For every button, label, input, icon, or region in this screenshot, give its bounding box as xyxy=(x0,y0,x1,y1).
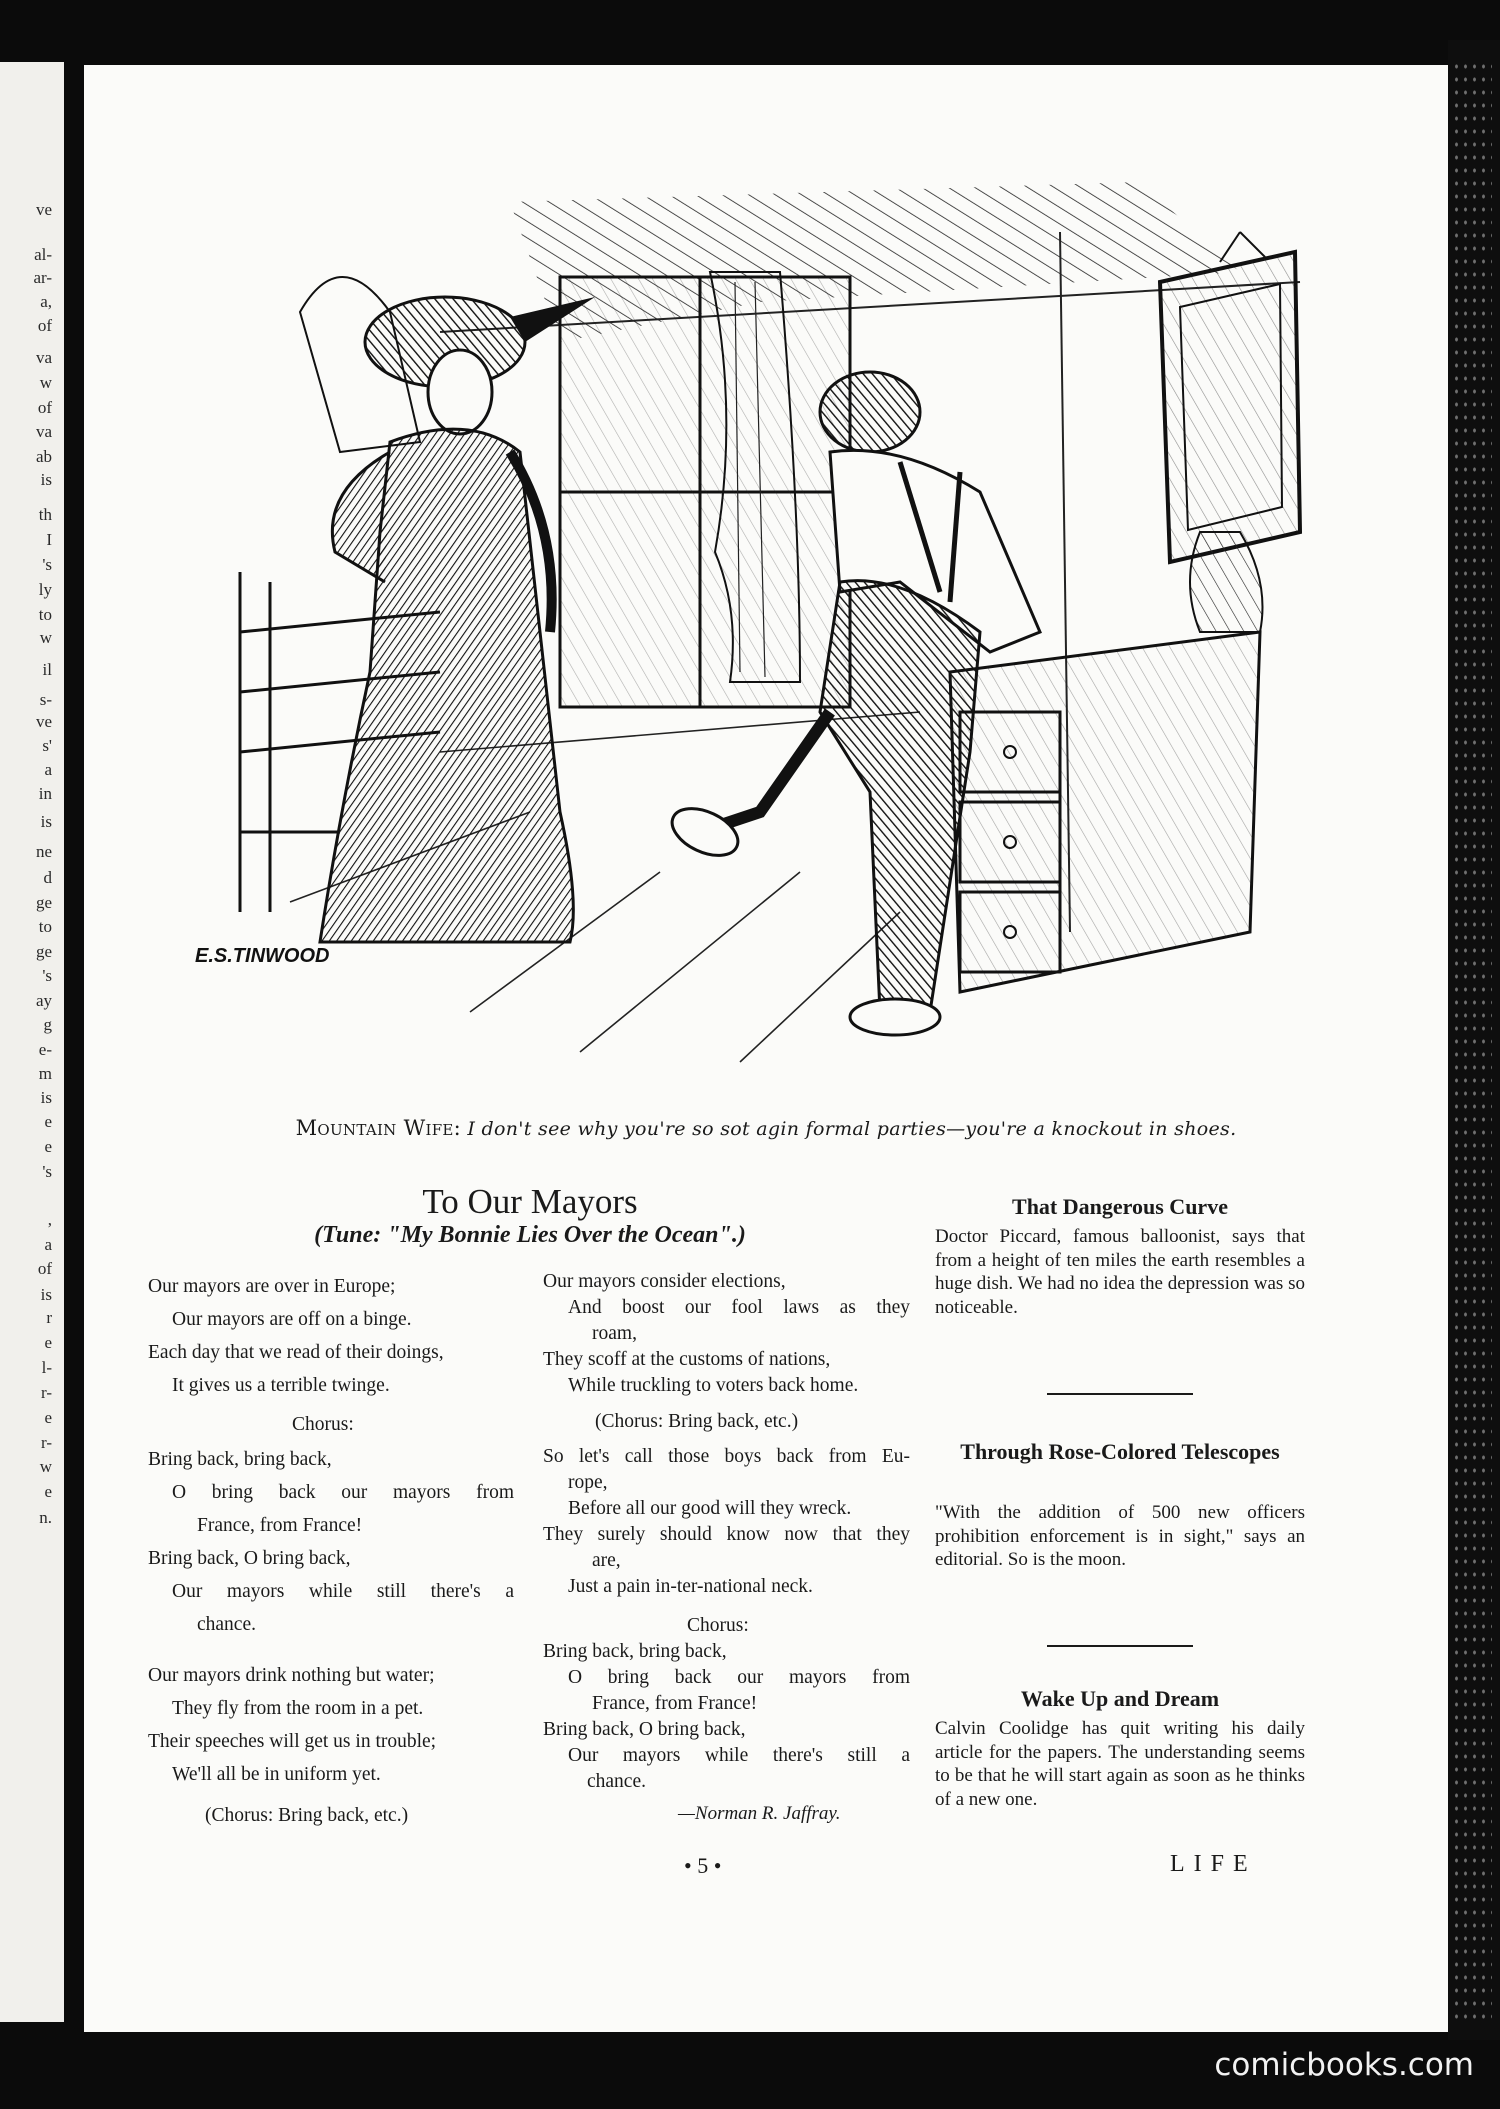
previous-page-fragment: e xyxy=(44,1112,52,1131)
previous-page-fragment: e xyxy=(44,1482,52,1501)
previous-page-fragment: I xyxy=(46,530,52,549)
poem-line: Their speeches will get us in trouble; xyxy=(148,1731,437,1752)
previous-page-fragment: 's xyxy=(42,555,52,574)
poem-line: chance. xyxy=(587,1771,646,1792)
chorus-refrain: (Chorus: Bring back, etc.) xyxy=(205,1805,409,1826)
previous-page-fragment: a xyxy=(44,1235,52,1254)
poem-author-signature: —Norman R. Jaffray. xyxy=(678,1803,841,1824)
poem-line: Just a pain in-ter-national neck. xyxy=(568,1576,813,1597)
previous-page-fragment: ne xyxy=(35,842,52,861)
poem-line: are, xyxy=(592,1550,621,1571)
article-body: "With the addition of 500 new officers prohibition enforcement is in sight," says an editorial. So is the moon. xyxy=(935,1502,1305,1570)
poem-line: Bring back, bring back, xyxy=(148,1449,332,1470)
previous-page-fragment: of xyxy=(37,1259,52,1278)
previous-page-edge xyxy=(0,62,64,2022)
previous-page-fragment: n. xyxy=(39,1508,52,1527)
previous-page-fragment: of xyxy=(37,316,52,335)
previous-page-fragment: ly xyxy=(38,580,52,599)
previous-page-fragment: in xyxy=(38,784,52,803)
previous-page-fragment: va xyxy=(35,422,52,441)
previous-page-fragment: r- xyxy=(41,1383,52,1402)
window xyxy=(560,277,850,707)
previous-page-fragment: r- xyxy=(41,1433,52,1452)
chorus-label: Chorus: xyxy=(292,1414,354,1435)
previous-page-fragment: ab xyxy=(35,447,52,466)
previous-page-fragment: al- xyxy=(34,245,52,264)
picture-frame xyxy=(1160,232,1300,562)
poem-line: Our mayors drink nothing but water; xyxy=(148,1665,435,1686)
poem-line: Our mayors while still there's a xyxy=(172,1581,514,1602)
poem-line: Each day that we read of their doings, xyxy=(148,1342,444,1363)
poem-line: They surely should know now that they xyxy=(543,1524,910,1545)
poem-line: Bring back, O bring back, xyxy=(543,1719,746,1740)
previous-page-fragment: va xyxy=(35,348,52,367)
previous-page-fragment: a xyxy=(44,760,52,779)
previous-page-fragment: 's xyxy=(42,1162,52,1181)
article-body: Doctor Piccard, famous balloonist, says that from a height of ten miles the earth resembles a huge dish. We had no idea the depression was so noticeable. xyxy=(935,1226,1305,1318)
chorus-label: Chorus: xyxy=(687,1615,749,1636)
previous-page-fragment: ar- xyxy=(33,268,52,287)
magazine-name: LIFE xyxy=(1170,1851,1257,1877)
previous-page-fragment: ge xyxy=(35,893,52,912)
previous-page-fragment: , xyxy=(47,1210,52,1229)
caption-dialogue: I don't see why you're so sot agin formal parties—you're a knockout in shoes. xyxy=(467,1118,1237,1140)
previous-page-fragment: is xyxy=(40,470,52,489)
previous-page-fragment: w xyxy=(39,628,52,647)
previous-page-fragment: d xyxy=(43,868,52,887)
poem-line: While truckling to voters back home. xyxy=(568,1375,859,1396)
article-body: Calvin Coolidge has quit writing his daily article for the papers. The understanding seems to be that he will start again as soon as he thinks of a new one. xyxy=(935,1718,1305,1810)
article-heading: Through Rose-Colored Telescopes xyxy=(960,1439,1280,1464)
previous-page-fragment: e- xyxy=(38,1040,52,1059)
poem-line: roam, xyxy=(592,1323,637,1344)
poem-line: O bring back our mayors from xyxy=(172,1482,514,1503)
previous-page-fragment: il xyxy=(42,660,52,679)
cartoon-illustration xyxy=(140,112,1360,1082)
artist-signature: E.S.TINWOOD xyxy=(195,945,330,967)
previous-page-fragment: to xyxy=(38,917,52,936)
previous-page-fragment: s- xyxy=(39,690,52,709)
previous-page-fragment: w xyxy=(39,373,52,392)
book-gutter xyxy=(64,40,84,2040)
poem-line: They fly from the room in a pet. xyxy=(172,1698,424,1719)
previous-page-fragment: l- xyxy=(41,1358,52,1377)
cartoon-drawing xyxy=(140,112,1360,1082)
poem-line: Bring back, bring back, xyxy=(543,1641,727,1662)
previous-page-fragment: to xyxy=(38,605,52,624)
previous-page-fragment: ve xyxy=(35,200,52,219)
previous-page-fragment: ge xyxy=(35,942,52,961)
previous-page-fragment: w xyxy=(39,1457,52,1476)
poem-line: It gives us a terrible twinge. xyxy=(172,1375,390,1396)
poem-line: rope, xyxy=(568,1472,608,1493)
previous-page-fragment: g xyxy=(43,1015,52,1034)
page-number: • 5 • xyxy=(684,1853,722,1878)
previous-page-fragment: s' xyxy=(42,736,52,755)
poem-line: Before all our good will they wreck. xyxy=(568,1498,852,1519)
chorus-refrain: (Chorus: Bring back, etc.) xyxy=(595,1411,799,1432)
poem-line: chance. xyxy=(197,1614,256,1635)
poem-title: To Our Mayors xyxy=(422,1182,638,1221)
previous-page-fragment: e xyxy=(44,1333,52,1352)
previous-page-fragment: ay xyxy=(35,991,52,1010)
poem-line: We'll all be in uniform yet. xyxy=(172,1764,381,1785)
previous-page-fragment: ve xyxy=(35,712,52,731)
scan-dot-pattern xyxy=(1452,60,1492,2020)
poem-line: Our mayors are over in Europe; xyxy=(148,1276,396,1297)
previous-page-fragment: e xyxy=(44,1137,52,1156)
previous-page-fragment: th xyxy=(38,505,52,524)
poem-line: So let's call those boys back from Eu- xyxy=(543,1446,910,1467)
previous-page-fragment: 's xyxy=(42,966,52,985)
poem-line: France, from France! xyxy=(592,1693,758,1714)
poem-line: Our mayors are off on a binge. xyxy=(172,1309,412,1330)
poem-line: Our mayors consider elections, xyxy=(543,1271,786,1292)
previous-page-fragment: is xyxy=(40,1285,52,1304)
previous-page-fragment: of xyxy=(37,398,52,417)
article-heading: Wake Up and Dream xyxy=(1020,1686,1220,1711)
previous-page-text-fragments xyxy=(0,62,64,2022)
previous-page-fragment: is xyxy=(40,812,52,831)
poem-line: Our mayors while there's still a xyxy=(568,1745,910,1766)
section-divider xyxy=(1047,1393,1193,1395)
cartoon-caption xyxy=(84,1116,1448,1140)
previous-page-fragment: m xyxy=(38,1064,52,1083)
poem-line: France, from France! xyxy=(197,1515,363,1536)
poem-line: They scoff at the customs of nations, xyxy=(543,1349,831,1370)
previous-page-fragment: a, xyxy=(40,292,52,311)
article-heading: That Dangerous Curve xyxy=(1012,1194,1228,1219)
previous-page-fragment: is xyxy=(40,1088,52,1107)
section-divider xyxy=(1047,1645,1193,1647)
source-watermark: comicbooks.com xyxy=(1214,2047,1474,2083)
poem-line: O bring back our mayors from xyxy=(568,1667,910,1688)
poem-line: Bring back, O bring back, xyxy=(148,1548,351,1569)
previous-page-fragment: e xyxy=(44,1408,52,1427)
previous-page-fragment: r xyxy=(46,1308,52,1327)
poem-tune-note: (Tune: "My Bonnie Lies Over the Ocean".) xyxy=(314,1222,746,1248)
caption-speaker: Mountain Wife: xyxy=(295,1116,462,1140)
poem-line: And boost our fool laws as they xyxy=(568,1297,910,1318)
